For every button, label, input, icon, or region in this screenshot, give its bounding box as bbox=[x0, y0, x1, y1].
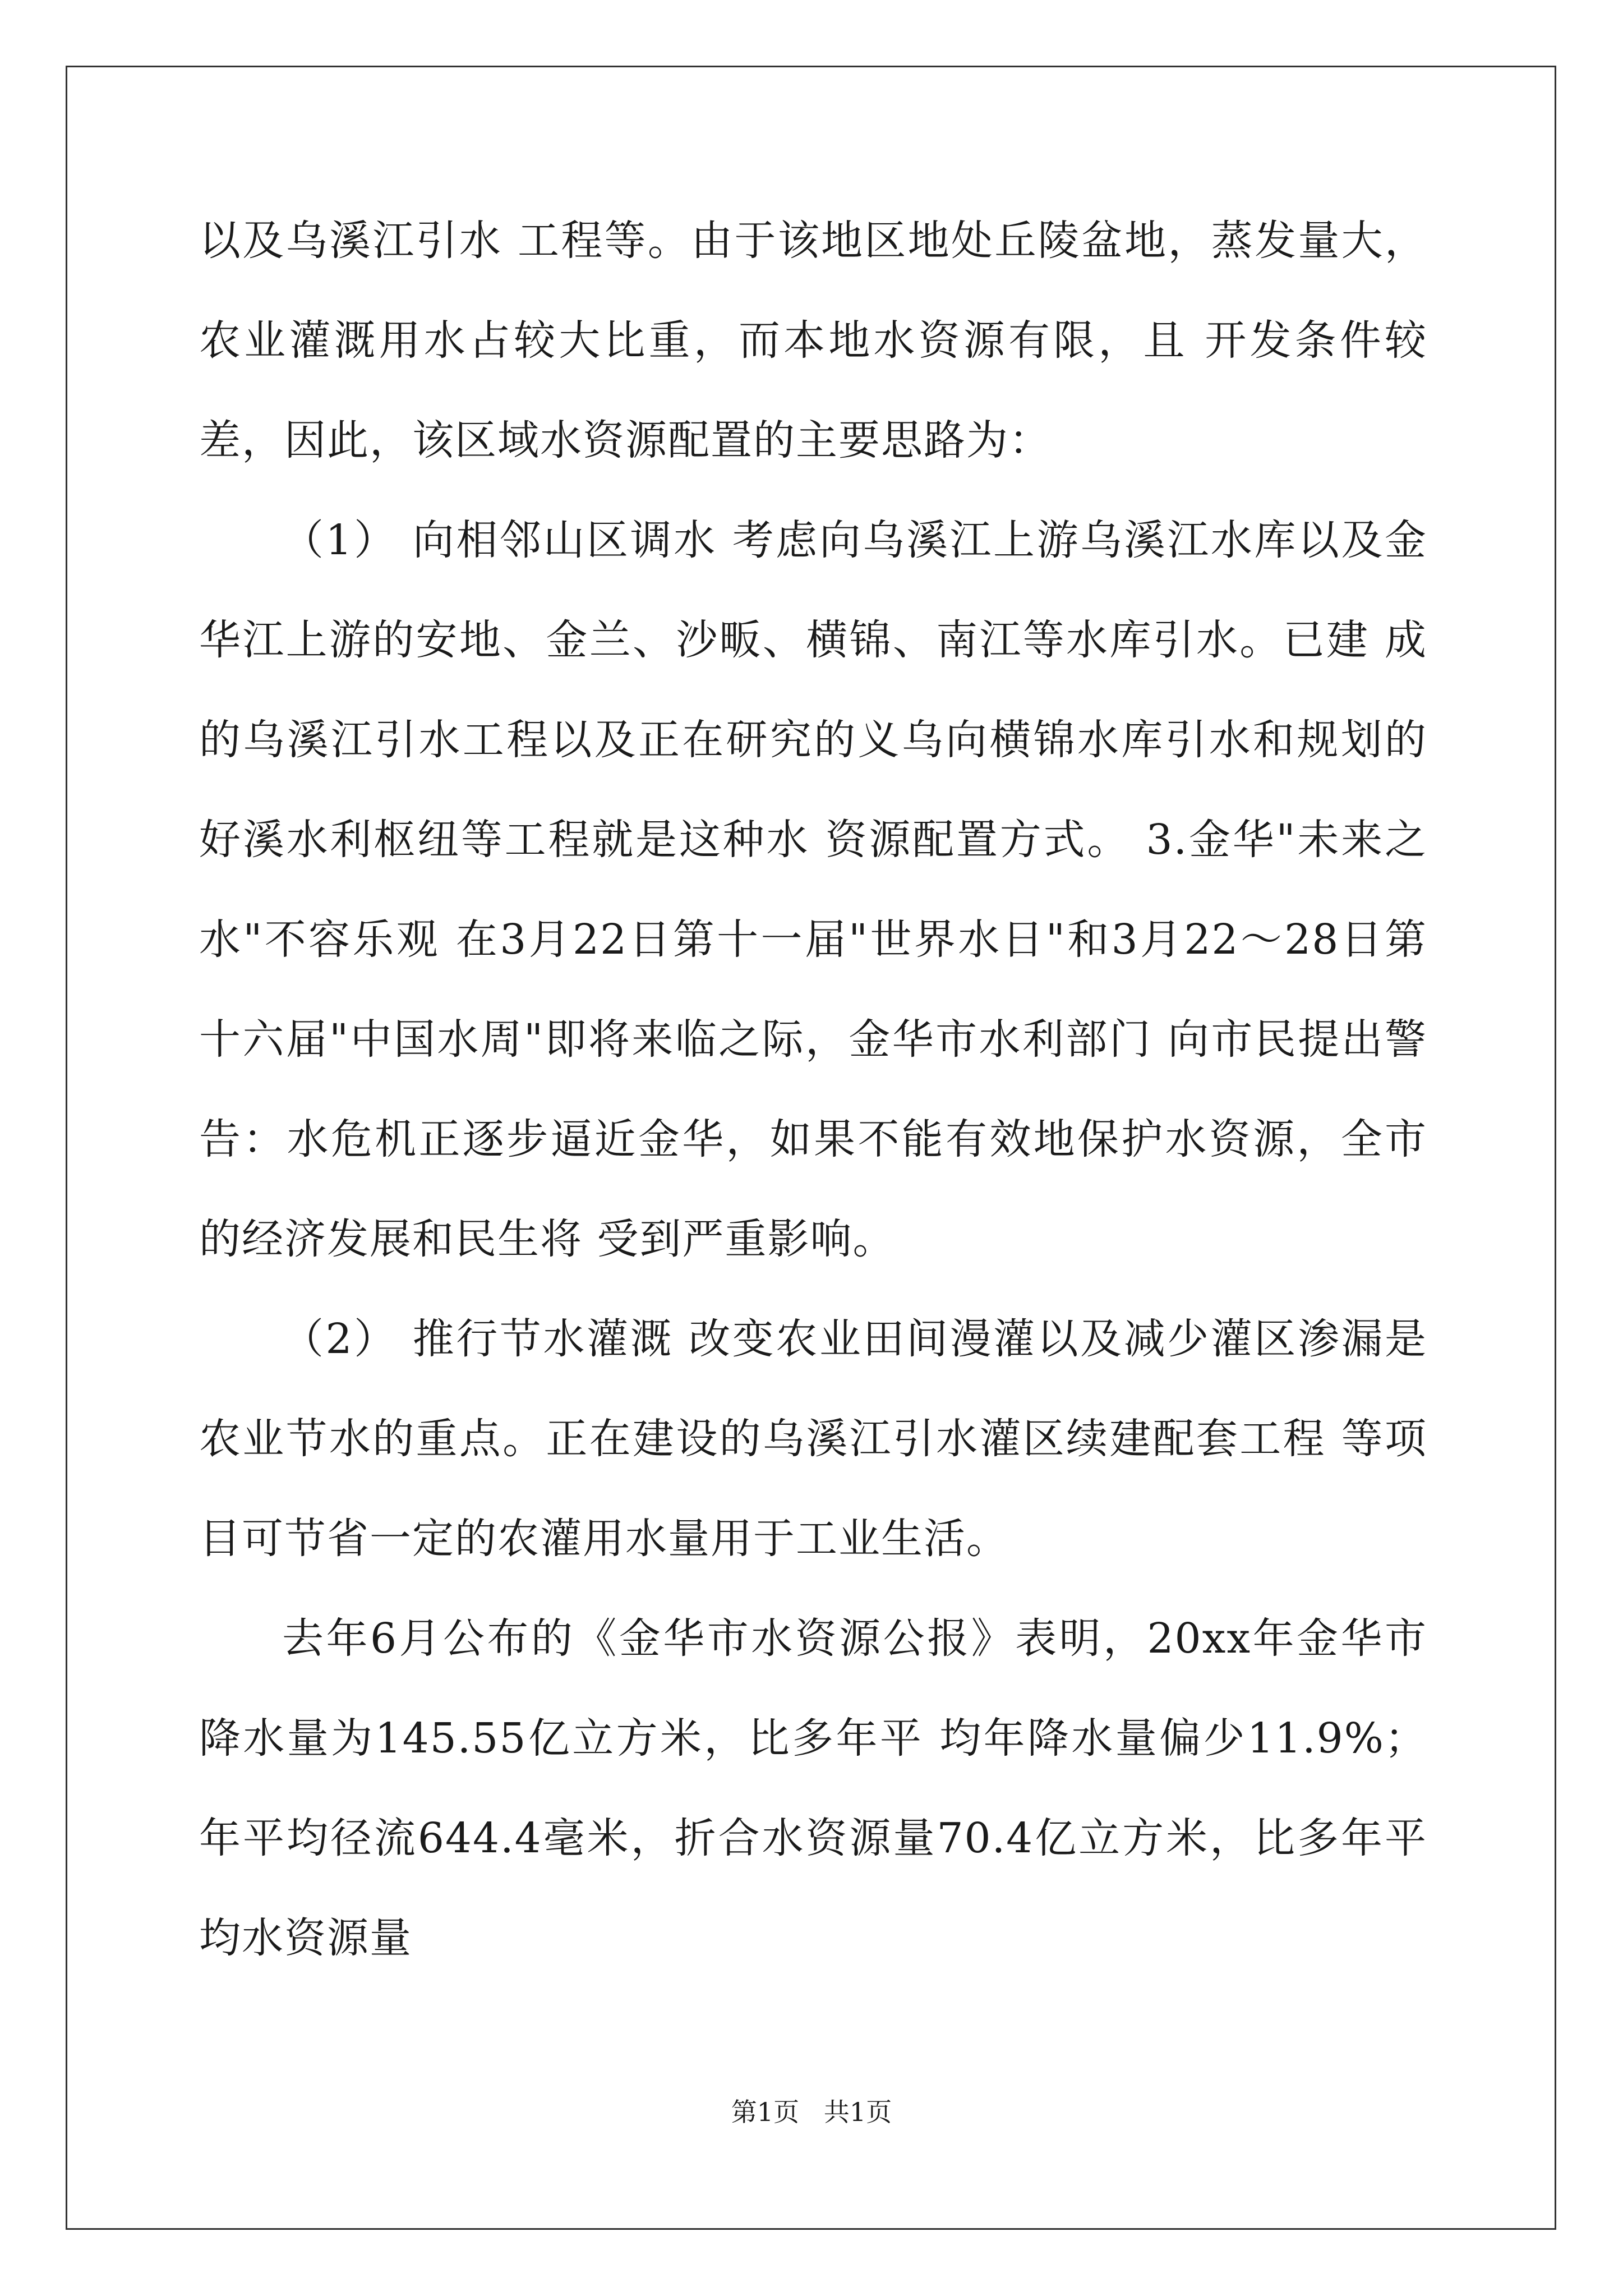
page-number-footer: 第1页 共1页 bbox=[731, 2097, 892, 2127]
paragraph-intro: 以及乌溪江引水 工程等。由于该地区地处丘陵盆地，蒸发量大，农业灌溉用水占较大比重，而本地水资源有限，且 开发条件较差，因此，该区域水资源配置的主要思路为： bbox=[199, 217, 1427, 464]
paragraph-item-2: （2） 推行节水灌溉 改变农业田间漫灌以及减少灌区渗漏是农业节水的重点。正在建设的乌溪江引水灌区续建配套工程 等项目可节省一定的农灌用水量用于工业生活。 bbox=[199, 1315, 1427, 1563]
document-body bbox=[199, 191, 1427, 1988]
paragraph-bulletin: 去年6月公布的《金华市水资源公报》表明，20xx年金华市降水量为145.55亿立方米，比多年平 均年降水量偏少11.9%；年平均径流644.4毫米，折合水资源量70.4亿立方米，比多年平均水资源量 bbox=[199, 1614, 1427, 1962]
paragraph-item-1: （1） 向相邻山区调水 考虑向乌溪江上游乌溪江水库以及金华江上游的安地、金兰、沙畈、横锦、南江等水库引水。已建 成的乌溪江引水工程以及正在研究的义乌向横锦水库引水和规划的好溪水利枢纽等工程就是这种水 资源配置方式。 3.金华"未来之水"不容乐观 在3月22日第十一届"世界水日"和3月22～28日第十六届"中国水周"即将来临之际，金华市水利部门 向市民提出警告：水危机正逐步逼近金华，如果不能有效地保护水资源，全市的经济发展和民生将 受到严重影响。 bbox=[199, 516, 1427, 1263]
